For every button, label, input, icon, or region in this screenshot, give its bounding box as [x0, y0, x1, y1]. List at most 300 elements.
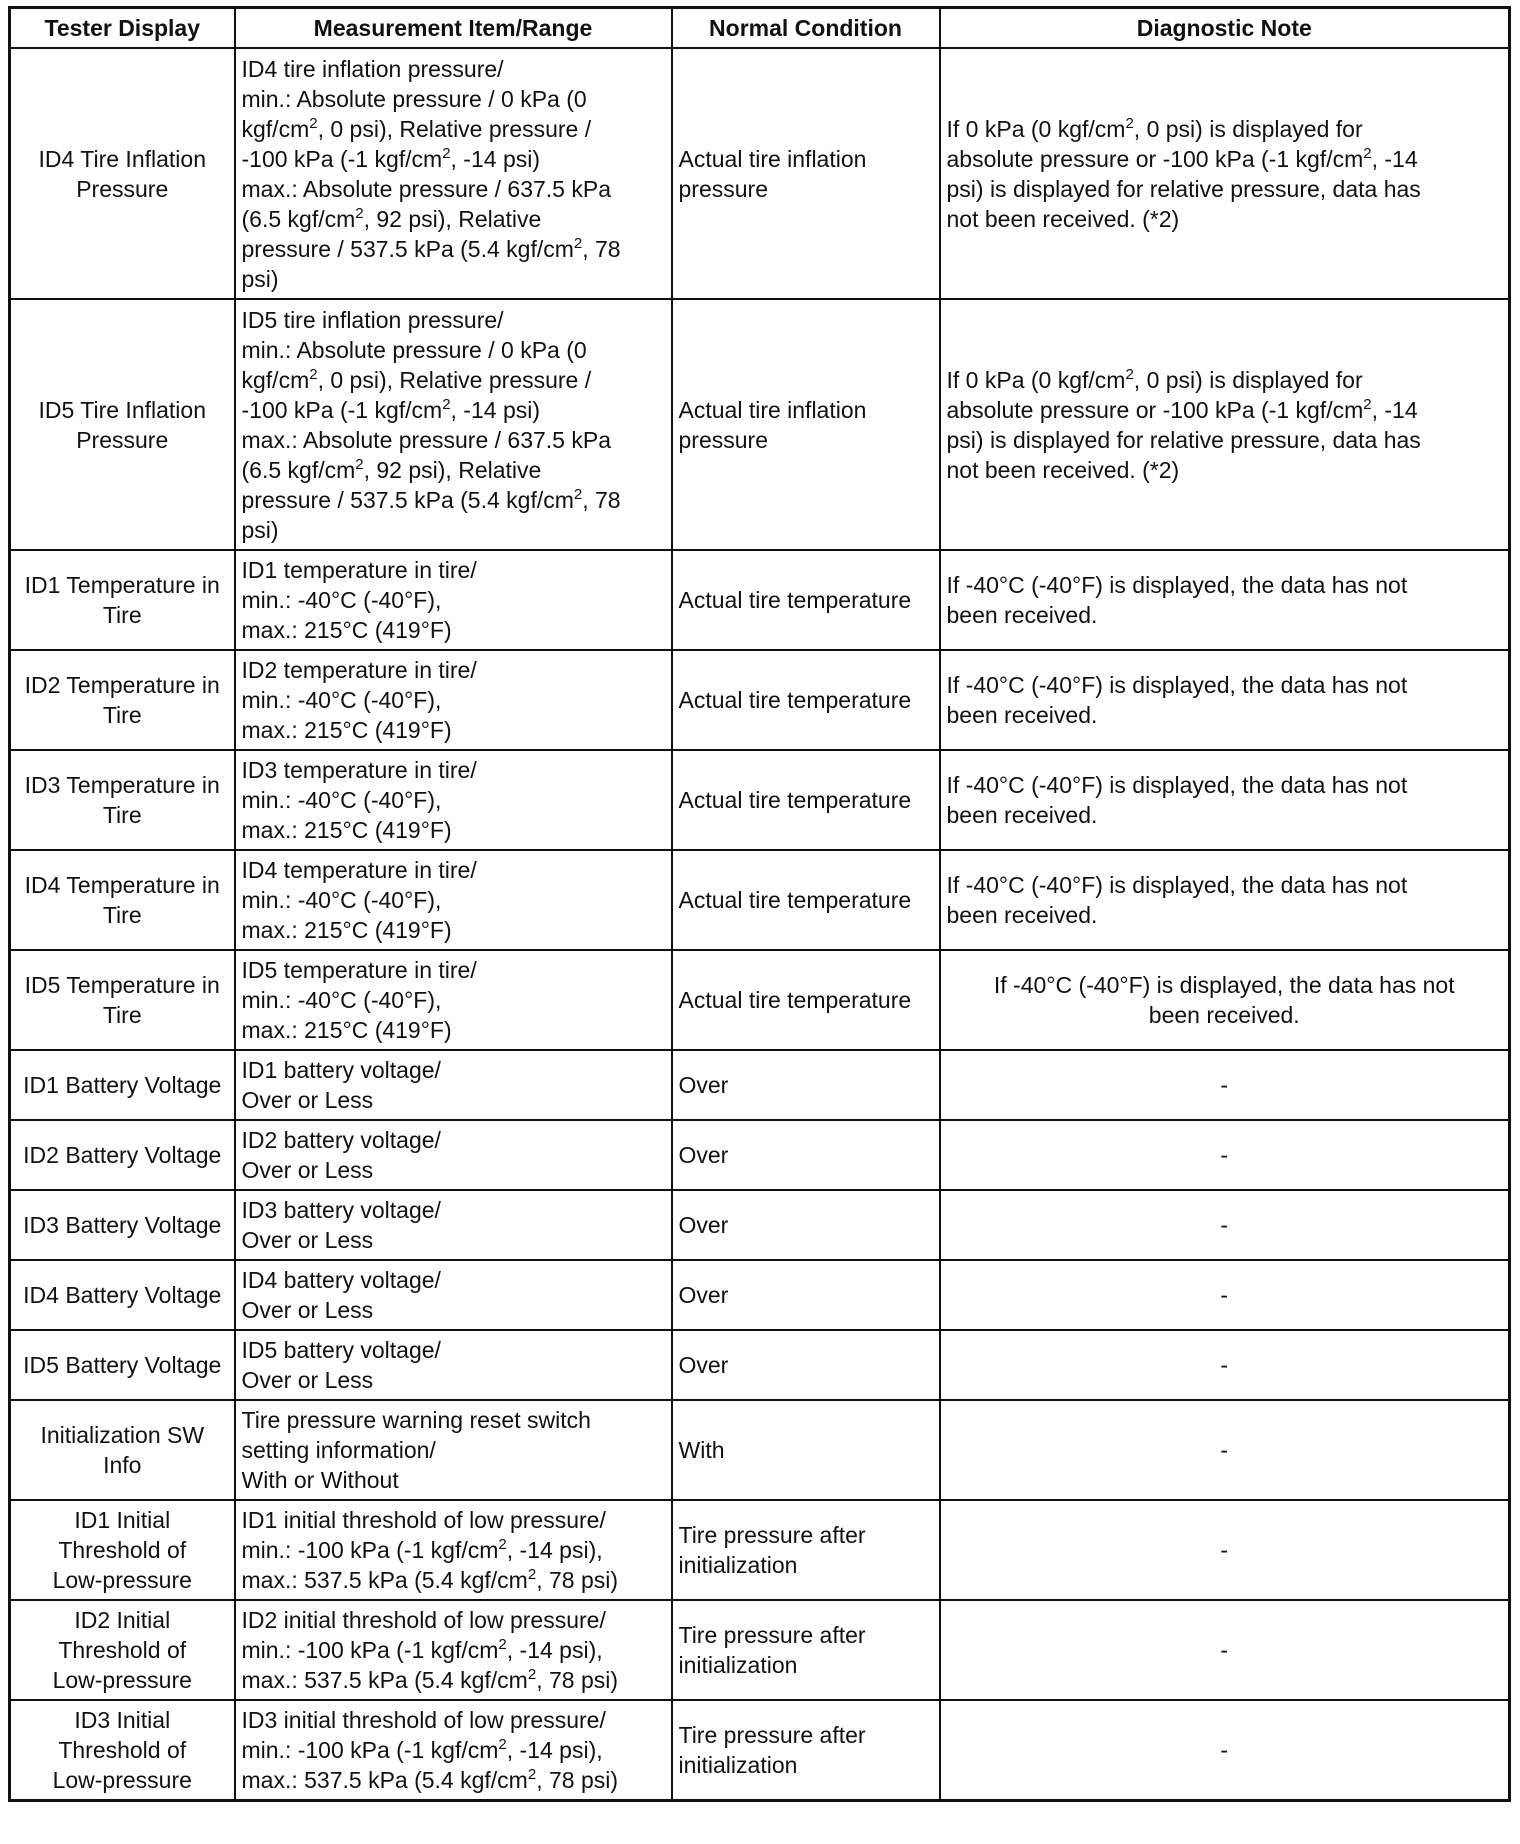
measurement-range-line: [242, 885, 665, 915]
text-run: -: [1220, 1437, 1229, 1463]
text-run: , -14 psi),: [506, 1737, 603, 1763]
text-run: If -40°C (-40°F) is displayed, the data has not: [946, 672, 1408, 698]
text-run: Over or Less: [241, 1367, 374, 1393]
cell-normal-condition: [672, 1700, 940, 1801]
text-run: pressure / 537.5 kPa (5.4 kgf/cm: [241, 486, 574, 513]
text-run: , 78 psi): [536, 1667, 619, 1693]
measurement-range-line: [242, 204, 665, 234]
text-run: (6.5 kgf/cm: [241, 205, 356, 232]
text-run: been received.: [946, 602, 1098, 628]
superscript: 2: [498, 1536, 507, 1553]
text-run: min.: -40°C (-40°F),: [241, 787, 442, 813]
diagnostic-note-line: [947, 204, 1503, 234]
cell-measurement-range: [235, 550, 672, 650]
superscript: 2: [1363, 395, 1372, 413]
diagnostic-note-line: [947, 1535, 1503, 1565]
text-run: -: [1220, 1737, 1229, 1763]
cell-diagnostic-note: [940, 850, 1510, 950]
measurement-range-line: [242, 1155, 665, 1185]
text-run: kgf/cm: [241, 366, 310, 393]
text-run: psi): [241, 516, 279, 543]
text-run: , 0 psi) is displayed for: [1133, 366, 1363, 393]
text-run: Over or Less: [241, 1297, 374, 1323]
normal-condition-line: Tire pressure after: [678, 1722, 866, 1748]
measurement-range-line: [242, 1225, 665, 1255]
text-run: max.: 215°C (419°F): [241, 817, 452, 843]
tester-display-line: Info: [103, 1452, 142, 1478]
measurement-range-line: [242, 1505, 665, 1535]
text-run: If -40°C (-40°F) is displayed, the data has not: [946, 872, 1408, 898]
measurement-range-line: [242, 305, 665, 335]
text-run: ID2 initial threshold of low pressure/: [241, 1607, 606, 1633]
cell-normal-condition: [672, 1190, 940, 1260]
diagnostic-note-line: [947, 1070, 1503, 1100]
cell-normal-condition: [672, 1330, 940, 1400]
text-run: Tire pressure warning reset switch: [241, 1407, 591, 1433]
text-run: ID3 initial threshold of low pressure/: [241, 1707, 606, 1733]
text-run: (6.5 kgf/cm: [241, 456, 356, 483]
diagnostic-note-line: [947, 870, 1503, 900]
normal-condition-line: pressure: [678, 426, 768, 453]
text-run: max.: Absolute pressure / 637.5 kPa: [241, 426, 611, 453]
cell-normal-condition: [672, 750, 940, 850]
superscript: 2: [498, 1636, 507, 1653]
tester-display-line: Tire: [102, 602, 142, 628]
measurement-range-line: [242, 615, 665, 645]
superscript: 2: [309, 114, 318, 132]
measurement-range-line: [242, 1665, 665, 1695]
table-row: [10, 1700, 1510, 1801]
tester-display-line: ID1 Battery Voltage: [23, 1072, 222, 1098]
text-run: ID4 temperature in tire/: [241, 857, 477, 883]
tester-display-line: ID2 Initial: [74, 1607, 171, 1633]
cell-tester-display: [10, 1190, 235, 1260]
text-run: min.: -100 kPa (-1 kgf/cm: [241, 1637, 499, 1663]
measurement-range-line: [242, 84, 665, 114]
cell-tester-display: [10, 1400, 235, 1500]
diagnostic-note-line: [947, 1735, 1503, 1765]
cell-measurement-range: [235, 1600, 672, 1700]
text-run: If -40°C (-40°F) is displayed, the data has not: [946, 572, 1408, 598]
text-run: not been received. (*2): [946, 205, 1180, 232]
measurement-range-line: [242, 1125, 665, 1155]
normal-condition-line: initialization: [678, 1652, 798, 1678]
normal-condition-line: With: [678, 1437, 725, 1463]
cell-measurement-range: [235, 1050, 672, 1120]
text-run: -: [1220, 1072, 1229, 1098]
normal-condition-line: Actual tire inflation: [678, 145, 867, 172]
text-run: ID2 temperature in tire/: [241, 657, 477, 683]
tester-display-line: ID2 Battery Voltage: [23, 1142, 222, 1168]
measurement-range-line: [242, 395, 665, 425]
cell-diagnostic-note: [940, 1050, 1510, 1120]
cell-diagnostic-note: [940, 1330, 1510, 1400]
normal-condition-line: Actual tire temperature: [678, 687, 912, 713]
text-run: , 92 psi), Relative: [363, 205, 542, 232]
text-run: min.: -100 kPa (-1 kgf/cm: [241, 1537, 499, 1563]
text-run: , -14 psi): [450, 145, 541, 172]
measurement-range-line: [242, 234, 665, 264]
normal-condition-line: Over: [678, 1352, 729, 1378]
measurement-range-line: [242, 1195, 665, 1225]
superscript: 2: [498, 1736, 507, 1753]
table-row: [10, 1400, 1510, 1500]
cell-measurement-range: [235, 299, 672, 550]
diagnostic-note-line: [947, 395, 1503, 425]
cell-measurement-range: [235, 48, 672, 299]
text-run: ID5 tire inflation pressure/: [241, 306, 504, 333]
table-row: [10, 550, 1510, 650]
tester-display-line: Threshold of: [58, 1637, 187, 1663]
tester-display-line: ID4 Battery Voltage: [23, 1282, 222, 1308]
text-run: , -14 psi),: [506, 1537, 603, 1563]
text-run: , 0 psi) is displayed for: [1133, 115, 1363, 142]
cell-diagnostic-note: [940, 1120, 1510, 1190]
diagnostic-note-line: [947, 455, 1503, 485]
cell-tester-display: [10, 1600, 235, 1700]
cell-measurement-range: [235, 950, 672, 1050]
superscript: 2: [355, 204, 364, 222]
measurement-range-line: [242, 515, 665, 545]
text-run: min.: -40°C (-40°F),: [241, 587, 442, 613]
measurement-range-line: [242, 1365, 665, 1395]
text-run: max.: 215°C (419°F): [241, 617, 452, 643]
text-run: , 78 psi): [536, 1567, 619, 1593]
cell-normal-condition: [672, 1600, 940, 1700]
cell-measurement-range: [235, 1500, 672, 1600]
text-run: max.: Absolute pressure / 637.5 kPa: [241, 175, 611, 202]
text-run: been received.: [1148, 1002, 1300, 1028]
measurement-range-line: [242, 144, 665, 174]
normal-condition-line: Actual tire temperature: [678, 987, 912, 1013]
cell-normal-condition: [672, 1260, 940, 1330]
text-run: Over or Less: [241, 1157, 374, 1183]
measurement-range-line: [242, 1405, 665, 1435]
cell-diagnostic-note: [940, 48, 1510, 299]
diagnostic-note-line: [947, 970, 1503, 1000]
tester-display-line: ID1 Initial: [74, 1507, 171, 1533]
cell-tester-display: [10, 1330, 235, 1400]
text-run: min.: Absolute pressure / 0 kPa (0: [241, 336, 587, 363]
header-tester-display: Tester Display: [10, 8, 235, 49]
text-run: been received.: [946, 702, 1098, 728]
cell-diagnostic-note: [940, 550, 1510, 650]
diagnostic-note-line: [947, 174, 1503, 204]
cell-normal-condition: [672, 650, 940, 750]
text-run: ID5 temperature in tire/: [241, 957, 477, 983]
text-run: max.: 215°C (419°F): [241, 1017, 452, 1043]
text-run: min.: -40°C (-40°F),: [241, 987, 442, 1013]
normal-condition-line: Actual tire temperature: [678, 587, 912, 613]
tester-display-line: ID3 Initial: [74, 1707, 171, 1733]
text-run: max.: 537.5 kPa (5.4 kgf/cm: [241, 1767, 528, 1793]
diagnostic-note-line: [947, 114, 1503, 144]
diagnostic-note-line: [947, 900, 1503, 930]
text-run: , 0 psi), Relative pressure /: [317, 366, 592, 393]
cell-diagnostic-note: [940, 1260, 1510, 1330]
text-run: min.: -40°C (-40°F),: [241, 687, 442, 713]
text-run: , -14 psi): [450, 396, 541, 423]
measurement-range-line: [242, 1435, 665, 1465]
text-run: not been received. (*2): [946, 456, 1180, 483]
header-measurement-item-range: Measurement Item/Range: [235, 8, 672, 49]
measurement-range-line: [242, 1015, 665, 1045]
table-row: [10, 1330, 1510, 1400]
cell-tester-display: [10, 1120, 235, 1190]
measurement-range-line: [242, 1535, 665, 1565]
superscript: 2: [442, 144, 451, 162]
normal-condition-line: initialization: [678, 1752, 798, 1778]
text-run: ID1 battery voltage/: [241, 1057, 441, 1083]
text-run: been received.: [946, 802, 1098, 828]
measurement-range-line: [242, 1295, 665, 1325]
normal-condition-line: Over: [678, 1212, 729, 1238]
tester-display-line: Threshold of: [58, 1537, 187, 1563]
cell-diagnostic-note: [940, 1400, 1510, 1500]
text-run: , -14 psi),: [506, 1637, 603, 1663]
table-row: [10, 850, 1510, 950]
measurement-range-line: [242, 655, 665, 685]
superscript: 2: [355, 455, 364, 473]
measurement-range-line: [242, 955, 665, 985]
text-run: ID1 initial threshold of low pressure/: [241, 1507, 606, 1533]
diagnostic-note-line: [947, 800, 1503, 830]
text-run: max.: 215°C (419°F): [241, 917, 452, 943]
text-run: max.: 537.5 kPa (5.4 kgf/cm: [241, 1567, 528, 1593]
superscript: 2: [527, 1766, 537, 1783]
cell-tester-display: [10, 1050, 235, 1120]
text-run: ID4 battery voltage/: [241, 1267, 441, 1293]
tester-display-line: Tire: [102, 1002, 142, 1028]
cell-diagnostic-note: [940, 1500, 1510, 1600]
measurement-range-line: [242, 1635, 665, 1665]
normal-condition-line: pressure: [678, 175, 768, 202]
cell-tester-display: [10, 550, 235, 650]
superscript: 2: [527, 1666, 537, 1683]
diagnostic-note-line: [947, 570, 1503, 600]
text-run: psi): [241, 265, 279, 292]
cell-diagnostic-note: [940, 1600, 1510, 1700]
tester-display-line: ID4 Temperature in: [24, 872, 220, 898]
tester-display-line: Tire: [102, 902, 142, 928]
text-run: -100 kPa (-1 kgf/cm: [241, 396, 443, 423]
superscript: 2: [573, 485, 583, 503]
normal-condition-line: Actual tire inflation: [678, 396, 867, 423]
text-run: ID5 battery voltage/: [241, 1337, 441, 1363]
measurement-range-line: [242, 455, 665, 485]
table-body: [10, 48, 1510, 1801]
table-row: [10, 950, 1510, 1050]
diagnostic-note-line: [947, 770, 1503, 800]
tester-display-line: Pressure: [76, 175, 169, 202]
cell-normal-condition: [672, 1500, 940, 1600]
text-run: max.: 537.5 kPa (5.4 kgf/cm: [241, 1667, 528, 1693]
tester-display-line: ID5 Temperature in: [24, 972, 220, 998]
cell-diagnostic-note: [940, 1190, 1510, 1260]
text-run: pressure / 537.5 kPa (5.4 kgf/cm: [241, 235, 574, 262]
cell-normal-condition: [672, 299, 940, 550]
normal-condition-line: Over: [678, 1142, 729, 1168]
tester-display-line: ID5 Battery Voltage: [23, 1352, 222, 1378]
text-run: absolute pressure or -100 kPa (-1 kgf/cm: [946, 396, 1364, 423]
text-run: , 92 psi), Relative: [363, 456, 542, 483]
cell-measurement-range: [235, 650, 672, 750]
superscript: 2: [309, 365, 318, 383]
text-run: -: [1220, 1352, 1229, 1378]
cell-tester-display: [10, 299, 235, 550]
cell-measurement-range: [235, 1190, 672, 1260]
table-row: [10, 1260, 1510, 1330]
cell-measurement-range: [235, 850, 672, 950]
text-run: -100 kPa (-1 kgf/cm: [241, 145, 443, 172]
diagnostic-note-line: [947, 670, 1503, 700]
measurement-range-line: [242, 425, 665, 455]
superscript: 2: [527, 1566, 537, 1583]
text-run: , -14: [1371, 396, 1418, 423]
cell-diagnostic-note: [940, 1700, 1510, 1801]
text-run: max.: 215°C (419°F): [241, 717, 452, 743]
cell-normal-condition: [672, 950, 940, 1050]
text-run: psi) is displayed for relative pressure, data has: [946, 426, 1421, 453]
tester-display-line: Low-pressure: [52, 1667, 192, 1693]
text-run: If 0 kPa (0 kgf/cm: [946, 115, 1126, 142]
table-header-row: [10, 8, 1510, 49]
tester-display-line: ID3 Temperature in: [24, 772, 220, 798]
table-row: [10, 1500, 1510, 1600]
diagnostic-note-line: [947, 365, 1503, 395]
text-run: -: [1220, 1537, 1229, 1563]
text-run: , 78: [582, 235, 621, 262]
cell-normal-condition: [672, 850, 940, 950]
text-run: If -40°C (-40°F) is displayed, the data has not: [946, 772, 1408, 798]
table-row: [10, 1120, 1510, 1190]
diagnostic-note-line: [947, 1350, 1503, 1380]
measurement-range-line: [242, 335, 665, 365]
tester-data-table: [8, 6, 1511, 1802]
cell-diagnostic-note: [940, 950, 1510, 1050]
text-run: , 0 psi), Relative pressure /: [317, 115, 592, 142]
tester-display-line: Low-pressure: [52, 1767, 192, 1793]
cell-measurement-range: [235, 1260, 672, 1330]
text-run: absolute pressure or -100 kPa (-1 kgf/cm: [946, 145, 1364, 172]
text-run: been received.: [946, 902, 1098, 928]
text-run: -: [1220, 1212, 1229, 1238]
tester-display-line: ID4 Tire Inflation: [38, 145, 206, 172]
cell-measurement-range: [235, 750, 672, 850]
normal-condition-line: Actual tire temperature: [678, 787, 912, 813]
text-run: ID1 temperature in tire/: [241, 557, 477, 583]
tester-display-line: Low-pressure: [52, 1567, 192, 1593]
cell-tester-display: [10, 850, 235, 950]
diagnostic-note-line: [947, 425, 1503, 455]
normal-condition-line: Tire pressure after: [678, 1522, 866, 1548]
normal-condition-line: initialization: [678, 1552, 798, 1578]
measurement-range-line: [242, 1565, 665, 1595]
diagnostic-note-line: [947, 1000, 1503, 1030]
measurement-range-line: [242, 1735, 665, 1765]
measurement-range-line: [242, 1605, 665, 1635]
cell-tester-display: [10, 1700, 235, 1801]
measurement-range-line: [242, 685, 665, 715]
text-run: If 0 kPa (0 kgf/cm: [946, 366, 1126, 393]
measurement-range-line: [242, 755, 665, 785]
superscript: 2: [1125, 114, 1134, 132]
tester-display-line: Initialization SW: [40, 1422, 205, 1448]
measurement-range-line: [242, 915, 665, 945]
measurement-range-line: [242, 585, 665, 615]
cell-tester-display: [10, 48, 235, 299]
measurement-range-line: [242, 855, 665, 885]
diagnostic-note-line: [947, 144, 1503, 174]
measurement-range-line: [242, 555, 665, 585]
measurement-range-line: [242, 264, 665, 294]
text-run: kgf/cm: [241, 115, 310, 142]
cell-normal-condition: [672, 48, 940, 299]
text-run: Over or Less: [241, 1227, 374, 1253]
measurement-range-line: [242, 1055, 665, 1085]
diagnostic-note-line: [947, 600, 1503, 630]
superscript: 2: [1363, 144, 1372, 162]
text-run: Over or Less: [241, 1087, 374, 1113]
text-run: ID4 tire inflation pressure/: [241, 55, 504, 82]
cell-tester-display: [10, 650, 235, 750]
cell-tester-display: [10, 950, 235, 1050]
diagnostic-note-line: [947, 1140, 1503, 1170]
cell-diagnostic-note: [940, 650, 1510, 750]
text-run: , 78 psi): [536, 1767, 619, 1793]
tester-display-line: Tire: [102, 702, 142, 728]
text-run: ID2 battery voltage/: [241, 1127, 441, 1153]
header-normal-condition: Normal Condition: [672, 8, 940, 49]
table-row: [10, 1050, 1510, 1120]
diagnostic-note-line: [947, 1210, 1503, 1240]
cell-tester-display: [10, 1500, 235, 1600]
cell-normal-condition: [672, 1400, 940, 1500]
measurement-range-line: [242, 1705, 665, 1735]
measurement-range-line: [242, 1085, 665, 1115]
measurement-range-line: [242, 365, 665, 395]
tester-display-line: ID1 Temperature in: [24, 572, 220, 598]
table-row: [10, 1600, 1510, 1700]
cell-normal-condition: [672, 1120, 940, 1190]
cell-normal-condition: [672, 550, 940, 650]
normal-condition-line: Over: [678, 1072, 729, 1098]
cell-normal-condition: [672, 1050, 940, 1120]
tester-display-line: Pressure: [76, 426, 169, 453]
measurement-range-line: [242, 1265, 665, 1295]
document-page: [8, 6, 1508, 1802]
table-row: [10, 48, 1510, 299]
cell-measurement-range: [235, 1120, 672, 1190]
cell-measurement-range: [235, 1700, 672, 1801]
tester-display-line: Threshold of: [58, 1737, 187, 1763]
superscript: 2: [1125, 365, 1134, 383]
cell-tester-display: [10, 750, 235, 850]
text-run: setting information/: [241, 1437, 436, 1463]
measurement-range-line: [242, 815, 665, 845]
cell-tester-display: [10, 1260, 235, 1330]
normal-condition-line: Actual tire temperature: [678, 887, 912, 913]
header-diagnostic-note: Diagnostic Note: [940, 8, 1510, 49]
text-run: , 78: [582, 486, 621, 513]
diagnostic-note-line: [947, 1635, 1503, 1665]
measurement-range-line: [242, 114, 665, 144]
text-run: psi) is displayed for relative pressure, data has: [946, 175, 1421, 202]
measurement-range-line: [242, 174, 665, 204]
cell-diagnostic-note: [940, 750, 1510, 850]
measurement-range-line: [242, 715, 665, 745]
text-run: If -40°C (-40°F) is displayed, the data has not: [993, 972, 1455, 998]
